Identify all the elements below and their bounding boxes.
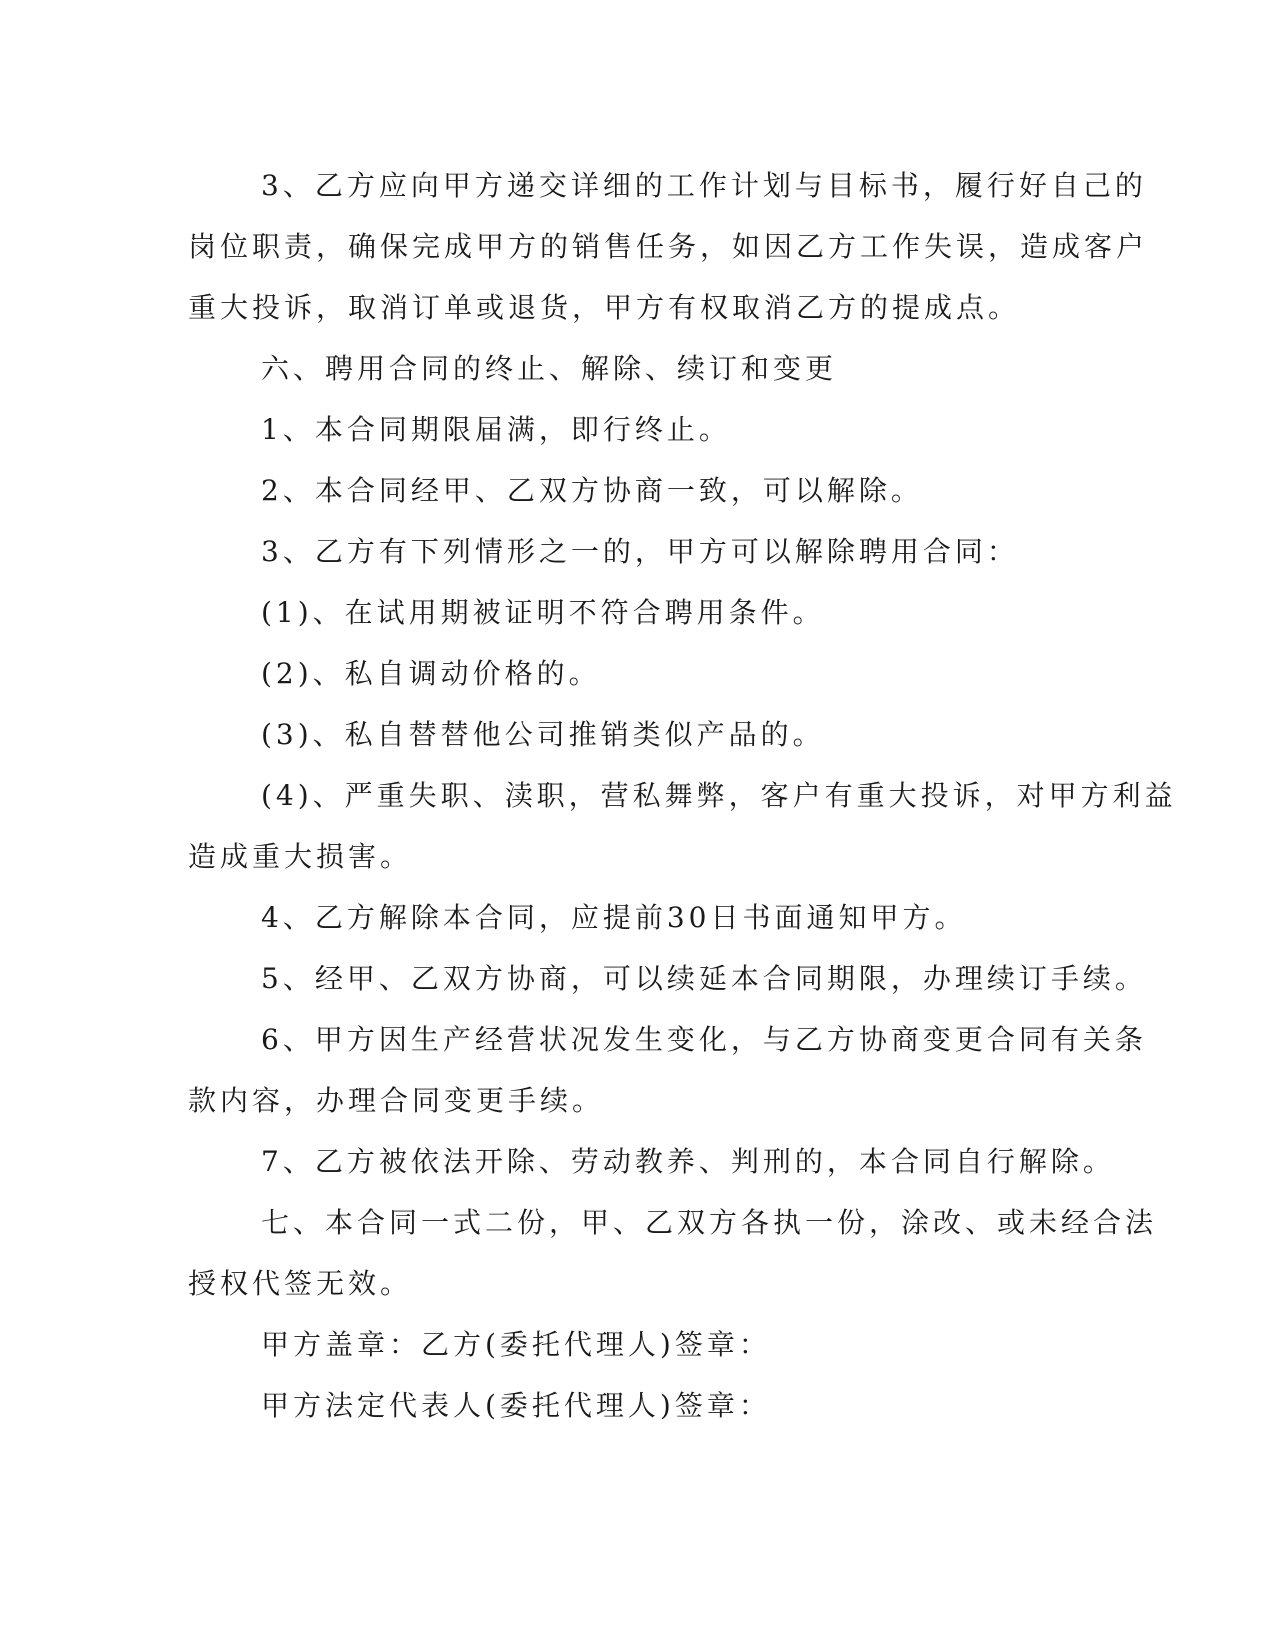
section-6-sub-3: (3)、私自替替他公司推销类似产品的。 [261, 718, 825, 751]
section-6-sub-1: (1)、在试用期被证明不符合聘用条件。 [261, 596, 825, 629]
section-6-item-7: 7、乙方被依法开除、劳动教养、判刑的，本合同自行解除。 [261, 1145, 1115, 1178]
section-6-sub-4-line-1: (4)、严重失职、渎职，营私舞弊，客户有重大投诉，对甲方利益 [261, 779, 1177, 812]
clause-3-line-3: 重大投诉，取消订单或退货，甲方有权取消乙方的提成点。 [188, 291, 1021, 324]
signature-party-a-b: 甲方盖章：乙方(委托代理人)签章： [261, 1328, 771, 1361]
clause-3-line-1: 3、乙方应向甲方递交详细的工作计划与目标书，履行好自己的 [261, 169, 1147, 202]
document-body [188, 155, 1177, 1436]
section-6-heading: 六、聘用合同的终止、解除、续订和变更 [261, 352, 838, 385]
section-6-item-2: 2、本合同经甲、乙双方协商一致，可以解除。 [261, 474, 923, 507]
clause-3-line-2: 岗位职责，确保完成甲方的销售任务，如因乙方工作失误，造成客户 [188, 230, 1149, 263]
section-6-item-1: 1、本合同期限届满，即行终止。 [261, 413, 731, 446]
section-7-line-1: 七、本合同一式二份，甲、乙双方各执一份，涂改、或未经合法 [261, 1206, 1158, 1239]
section-6-sub-4-line-2: 造成重大损害。 [188, 840, 413, 873]
section-6-item-6-line-2: 款内容，办理合同变更手续。 [188, 1084, 605, 1117]
section-6-item-5: 5、经甲、乙双方协商，可以续延本合同期限，办理续订手续。 [261, 962, 1147, 995]
section-6-sub-2: (2)、私自调动价格的。 [261, 657, 601, 690]
section-6-item-3: 3、乙方有下列情形之一的，甲方可以解除聘用合同： [261, 535, 1019, 568]
section-6-item-4: 4、乙方解除本合同，应提前30日书面通知甲方。 [261, 901, 967, 934]
section-7-line-2: 授权代签无效。 [188, 1267, 413, 1300]
signature-legal-representative: 甲方法定代表人(委托代理人)签章： [261, 1389, 771, 1422]
section-6-item-6-line-1: 6、甲方因生产经营状况发生变化，与乙方协商变更合同有关条 [261, 1023, 1147, 1056]
